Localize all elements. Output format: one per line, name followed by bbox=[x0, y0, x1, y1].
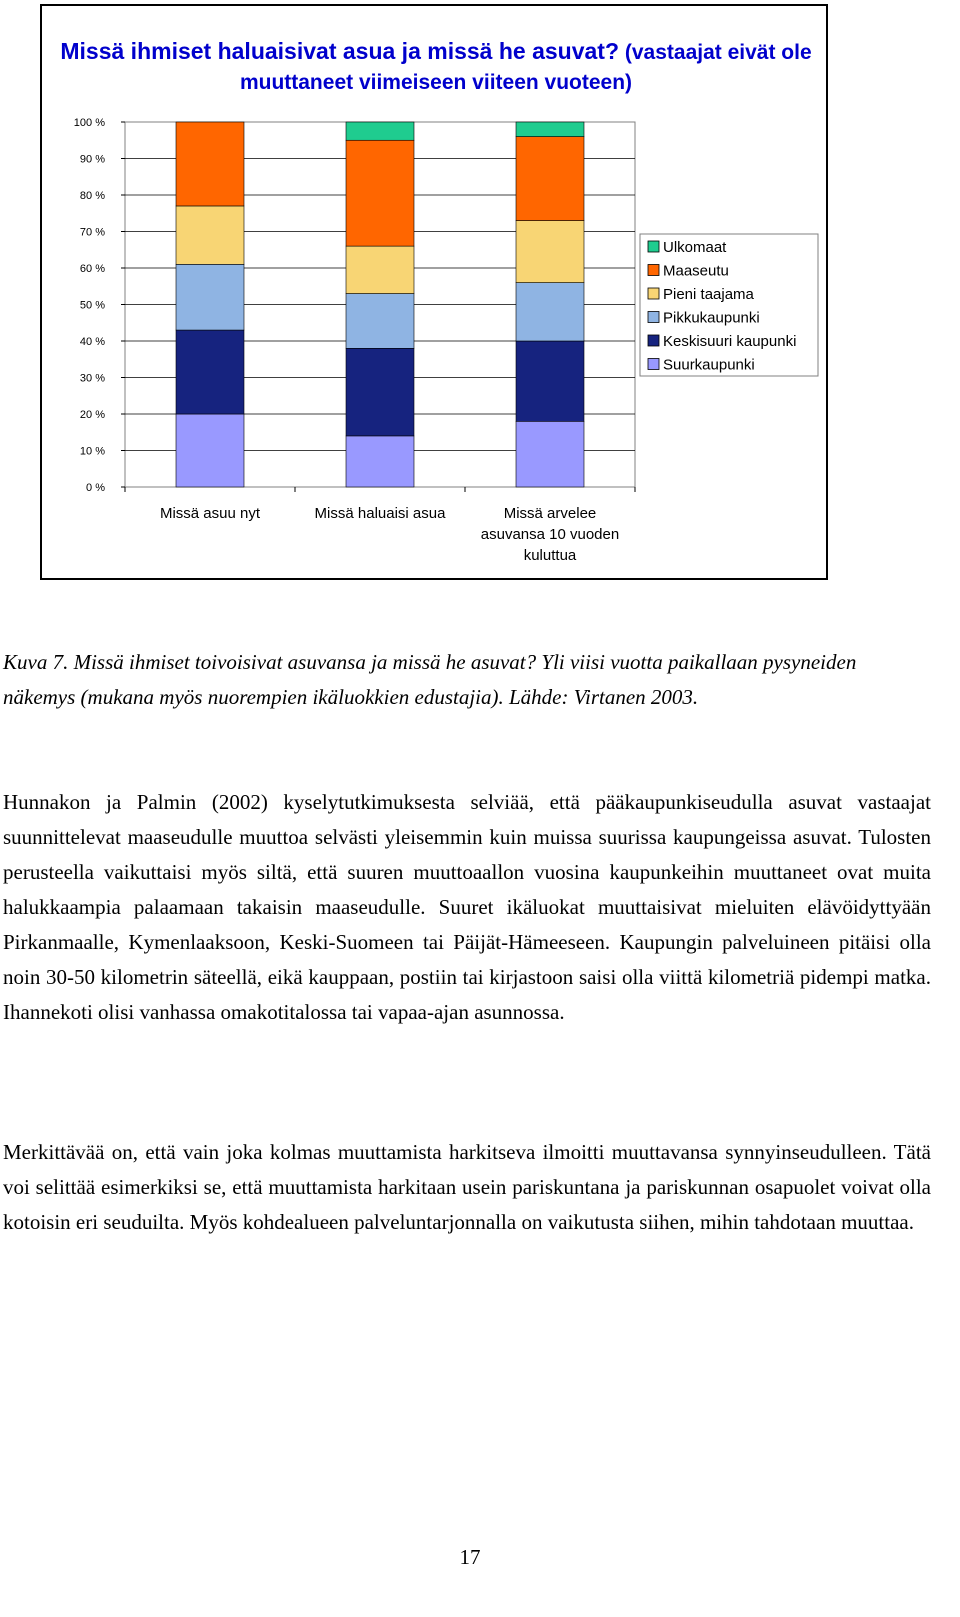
y-tick-label: 50 % bbox=[79, 299, 105, 312]
y-tick-label: 60 % bbox=[79, 263, 105, 275]
legend-label: Pieni taajama bbox=[663, 286, 754, 303]
bar-segment-pieni-taajama bbox=[176, 206, 244, 264]
bar-segment-keskisuuri-kaupunki bbox=[176, 330, 244, 414]
bar-segment-suurkaupunki bbox=[176, 414, 244, 487]
bar-segment-pikkukaupunki bbox=[516, 283, 584, 341]
y-tick-label: 80 % bbox=[79, 190, 105, 202]
bar-segment-keskisuuri-kaupunki bbox=[346, 348, 414, 436]
legend-swatch-pikkukaupunki bbox=[648, 312, 659, 323]
legend-label: Maaseutu bbox=[663, 262, 729, 280]
legend-swatch-keskisuuri-kaupunki bbox=[648, 335, 659, 346]
bar-segment-maaseutu bbox=[516, 137, 584, 221]
chart-figure bbox=[40, 4, 828, 580]
legend-label: Pikkukaupunki bbox=[663, 309, 760, 327]
x-category-label: asuvansa 10 vuoden bbox=[480, 526, 620, 543]
legend-label: Suurkaupunki bbox=[663, 356, 755, 374]
y-tick-label: 20 % bbox=[79, 409, 105, 421]
bar-segment-pieni-taajama bbox=[516, 221, 584, 283]
legend-label: Ulkomaat bbox=[663, 239, 727, 256]
y-tick-label: 70 % bbox=[79, 226, 105, 239]
y-tick-label: 90 % bbox=[79, 153, 105, 166]
bar-segment-ulkomaat bbox=[346, 122, 414, 140]
y-tick-label: 100 % bbox=[73, 117, 105, 129]
y-tick-label: 30 % bbox=[79, 372, 105, 385]
bar-segment-pikkukaupunki bbox=[346, 294, 414, 349]
chart-title-main: Missä ihmiset haluaisivat asua ja missä he asuvat? bbox=[60, 38, 620, 64]
bar-segment-suurkaupunki bbox=[516, 421, 584, 487]
y-tick-label: 10 % bbox=[79, 445, 105, 458]
bar-segment-ulkomaat bbox=[516, 122, 584, 137]
body-paragraph-1: Hunnakon ja Palmin (2002) kyselytutkimuksesta selviää, että pääkaupunkiseudulla asuvat vastaajat suunnittelevat maaseudulle muuttoa selvästi yleisemmin kuin muissa suurissa kaupungeissa asuvat. Tulosten perusteella vaikuttaisi myös siltä, että suuren muuttoaallon vuosina kaupunkeihin muuttaneet ovat muita halukkaampia palaamaan takaisin maaseudulle. Suuret ikäluokat muuttaisivat mieluiten elävöidyttyään Pirkanmaalle, Kymenlaaksoon, Keski-Suomeen tai Päijät-Hämeeseen. Kaupungin palveluineen pitäisi olla noin 30-50 kilometrin säteellä, eikä kauppaan, postiin tai kirjastoon saisi olla viittä kilometriä pidempi matka. Ihannekoti olisi vanhassa omakotitalossa tai vapaa-ajan asunnossa. bbox=[3, 790, 931, 1024]
bar-segment-maaseutu bbox=[346, 140, 414, 246]
legend-swatch-suurkaupunki bbox=[648, 359, 659, 370]
x-category-label: Missä haluaisi asua bbox=[314, 505, 446, 522]
body-paragraph-2: Merkittävää on, että vain joka kolmas muuttamista harkitseva ilmoitti muuttavansa synnyinseudulleen. Tätä voi selittää esimerkiksi se, että muuttamista harkitaan usein pariskuntana ja pariskunnan osapuolet voivat olla kotoisin eri seuduilta. Myös kohdealueen palveluntarjonnalla on vaikutusta siihen, mihin tahdotaan muuttaa. bbox=[3, 1140, 931, 1234]
chart-title-rest: (vastaajat eivät ole muuttaneet viimeiseen viiteen vuoteen) bbox=[239, 41, 812, 94]
y-tick-label: 40 % bbox=[79, 336, 105, 348]
y-tick-label: 0 % bbox=[86, 482, 105, 494]
legend-label: Keskisuuri kaupunki bbox=[663, 333, 797, 350]
bar-segment-maaseutu bbox=[176, 122, 244, 206]
legend-swatch-ulkomaat bbox=[648, 241, 659, 252]
legend-swatch-pieni-taajama bbox=[648, 288, 659, 299]
x-category-label: kuluttua bbox=[523, 547, 577, 564]
x-category-label: Missä asuu nyt bbox=[159, 505, 261, 522]
bar-segment-keskisuuri-kaupunki bbox=[516, 341, 584, 421]
bar-segment-suurkaupunki bbox=[346, 436, 414, 487]
bar-segment-pikkukaupunki bbox=[176, 264, 244, 330]
legend-swatch-maaseutu bbox=[648, 265, 659, 276]
bar-segment-pieni-taajama bbox=[346, 246, 414, 293]
x-category-label: Missä arvelee bbox=[503, 505, 597, 522]
figure-caption: Kuva 7. Missä ihmiset toivoisivat asuvansa ja missä he asuvat? Yli viisi vuotta paikallaan pysyneiden näkemys (mukana myös nuorempien ikäluokkien edustajia). Lähde: Virtanen 2003. bbox=[3, 650, 857, 709]
stacked-bar-chart bbox=[42, 6, 828, 580]
page-number: 17 bbox=[459, 1545, 481, 1569]
